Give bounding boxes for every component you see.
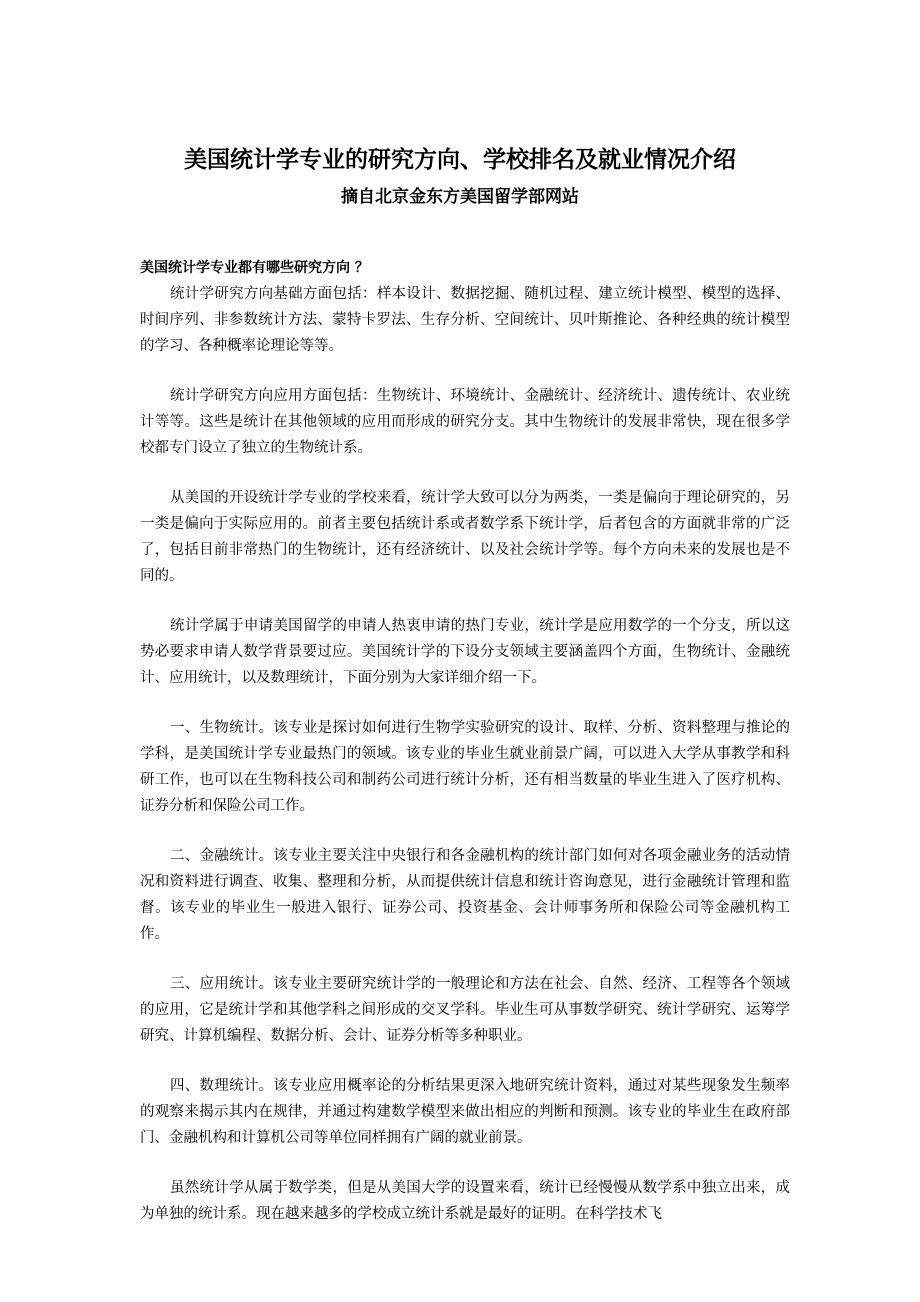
- paragraph: 统计学研究方向基础方面包括：样本设计、数据挖掘、随机过程、建立统计模型、模型的选择、时间序列、非参数统计方法、蒙特卡罗法、生存分析、空间统计、贝叶斯推论、各种经典的统计模型的学习、各种概率论理论等等。: [140, 286, 790, 354]
- paragraph: 二、金融统计。该专业主要关注中央银行和各金融机构的统计部门如何对各项金融业务的活动情况和资料进行调查、收集、整理和分析，从而提供统计信息和统计咨询意见，进行金融统计管理和监督。该专业的毕业生一般进入银行、证券公司、投资基金、会计师事务所和保险公司等金融机构工作。: [140, 848, 790, 942]
- paragraph: 一、生物统计。该专业是探讨如何进行生物学实验研究的设计、取样、分析、资料整理与推论的学科，是美国统计学专业最热门的领域。该专业的毕业生就业前景广阔，可以进入大学从事教学和科研工作，也可以在生物科技公司和制药公司进行统计分析，还有相当数量的毕业生进入了医疗机构、证券分析和保险公司工作。: [140, 720, 790, 814]
- document-subtitle: 摘自北京金东方美国留学部网站: [341, 187, 579, 207]
- paragraph: 四、数理统计。该专业应用概率论的分析结果更深入地研究统计资料，通过对某些现象发生频率的观察来揭示其内在规律，并通过构建数学模型来做出相应的判断和预测。该专业的毕业生在政府部门、金融机构和计算机公司等单位同样拥有广阔的就业前景。: [140, 1078, 790, 1146]
- paragraph: 三、应用统计。该专业主要研究统计学的一般理论和方法在社会、自然、经济、工程等各个领域的应用，它是统计学和其他学科之间形成的交叉学科。毕业生可从事数学研究、统计学研究、运筹学研究、计算机编程、数据分析、会计、证券分析等多种职业。: [140, 976, 790, 1044]
- paragraph: 虽然统计学从属于数学类，但是从美国大学的设置来看，统计已经慢慢从数学系中独立出来，成为单独的统计系。现在越来越多的学校成立统计系就是最好的证明。在科学技术飞: [140, 1180, 790, 1222]
- paragraph: 统计学属于申请美国留学的申请人热衷申请的热门专业，统计学是应用数学的一个分支，所以这势必要求申请人数学背景要过应。美国统计学的下设分支领域主要涵盖四个方面，生物统计、金融统计、应用统计，以及数理统计，下面分别为大家详细介绍一下。: [140, 618, 790, 686]
- paragraph: 统计学研究方向应用方面包括：生物统计、环境统计、金融统计、经济统计、遗传统计、农业统计等等。这些是统计在其他领域的应用而形成的研究分支。其中生物统计的发展非常快，现在很多学校都专门设立了独立的生物统计系。: [140, 388, 790, 456]
- document-body: [140, 255, 790, 1251]
- paragraph: 从美国的开设统计学专业的学校来看，统计学大致可以分为两类，一类是偏向于理论研究的，另一类是偏向于实际应用的。前者主要包括统计系或者数学系下统计学，后者包含的方面就非常的广泛了，包括目前非常热门的生物统计，还有经济统计、以及社会统计学等。每个方向未来的发展也是不同的。: [140, 490, 790, 584]
- document-title: 美国统计学专业的研究方向、学校排名及就业情况介绍: [184, 147, 736, 173]
- section-heading: 美国统计学专业都有哪些研究方向 ？: [140, 260, 369, 276]
